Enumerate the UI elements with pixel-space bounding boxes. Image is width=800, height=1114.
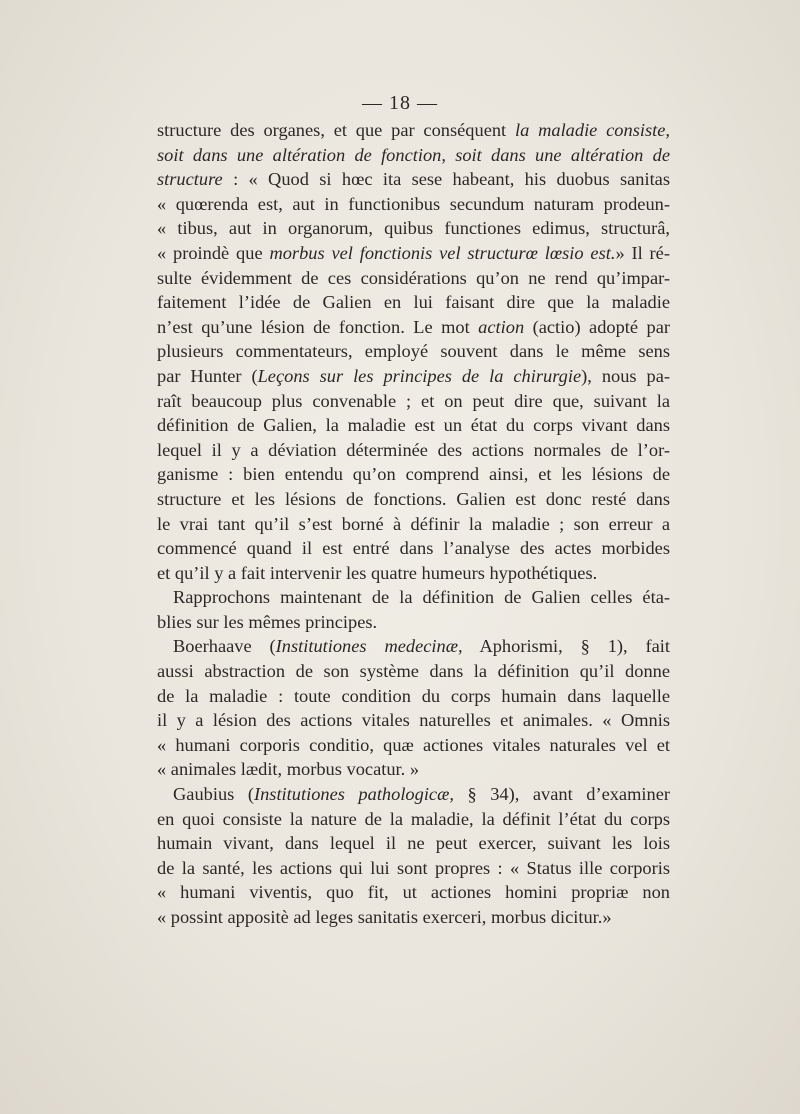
- text-line: ganisme : bien entendu qu’on comprend ainsi, et les lésions de: [157, 464, 670, 485]
- text-line: aussi abstraction de son système dans la définition qu’il donne: [157, 661, 670, 682]
- text-line: « humani viventis, quo fit, ut actiones homini propriæ non: [157, 882, 670, 903]
- text-line: Gaubius (Institutiones pathologicæ, § 34), avant d’examiner: [173, 784, 670, 805]
- text-line: commencé quand il est entré dans l’analyse des actes morbides: [157, 538, 670, 559]
- text-line: n’est qu’une lésion de fonction. Le mot action (actio) adopté par: [157, 316, 670, 337]
- text-line: « proindè que morbus vel fonctionis vel structurœ lœsio est.» Il ré-: [157, 242, 670, 263]
- text-line: Rapprochons maintenant de la définition de Galien celles éta-: [173, 587, 670, 608]
- text-line: de la santé, les actions qui lui sont propres : « Status ille corporis: [157, 857, 670, 878]
- text-line: faitement l’idée de Galien en lui faisant dire que la maladie: [157, 292, 670, 313]
- text-line: structure : « Quod si hœc ita sese habeant, his duobus sanitas: [157, 169, 670, 190]
- body-text: [157, 118, 670, 930]
- text-line: blies sur les mêmes principes.: [157, 611, 378, 632]
- text-line: lequel il y a déviation déterminée des actions normales de l’or-: [157, 439, 670, 460]
- text-line: définition de Galien, la maladie est un état du corps vivant dans: [157, 415, 670, 436]
- page-number: — 18 —: [362, 92, 438, 114]
- text-line: le vrai tant qu’il s’est borné à définir la maladie ; son erreur a: [157, 513, 670, 534]
- text-line: « possint appositè ad leges sanitatis exerceri, morbus dicitur.»: [157, 907, 612, 927]
- text-line: de la maladie : toute condition du corps humain dans laquelle: [157, 685, 670, 706]
- text-line: « animales lædit, morbus vocatur. »: [157, 759, 420, 780]
- text-line: et qu’il y a fait intervenir les quatre humeurs hypothétiques.: [157, 562, 598, 583]
- text-line: plusieurs commentateurs, employé souvent dans le même sens: [157, 341, 670, 362]
- text-line: structure des organes, et que par conséquent la maladie consiste,: [157, 120, 670, 140]
- text-line: sulte évidemment de ces considérations qu’on ne rend qu’impar-: [157, 267, 670, 288]
- text-line: soit dans une altération de fonction, soit dans une altération de: [157, 144, 670, 165]
- text-line: « quœrenda est, aut in functionibus secundum naturam prodeun-: [157, 193, 670, 214]
- text-line: en quoi consiste la nature de la maladie, la définit l’état du corps: [157, 808, 670, 829]
- text-line: « tibus, aut in organorum, quibus functiones edimus, structurâ,: [157, 218, 670, 239]
- text-line: par Hunter (Leçons sur les principes de la chirurgie), nous pa-: [157, 365, 670, 386]
- text-line: « humani corporis conditio, quæ actiones vitales naturales vel et: [157, 734, 670, 755]
- text-line: structure et les lésions de fonctions. Galien est donc resté dans: [157, 488, 670, 509]
- text-line: Boerhaave (Institutiones medecinæ, Aphorismi, § 1), fait: [173, 636, 670, 657]
- text-line: il y a lésion des actions vitales naturelles et animales. « Omnis: [157, 710, 670, 731]
- text-line: raît beaucoup plus convenable ; et on peut dire que, suivant la: [157, 390, 670, 411]
- text-line: humain vivant, dans lequel il ne peut exercer, suivant les lois: [157, 833, 670, 854]
